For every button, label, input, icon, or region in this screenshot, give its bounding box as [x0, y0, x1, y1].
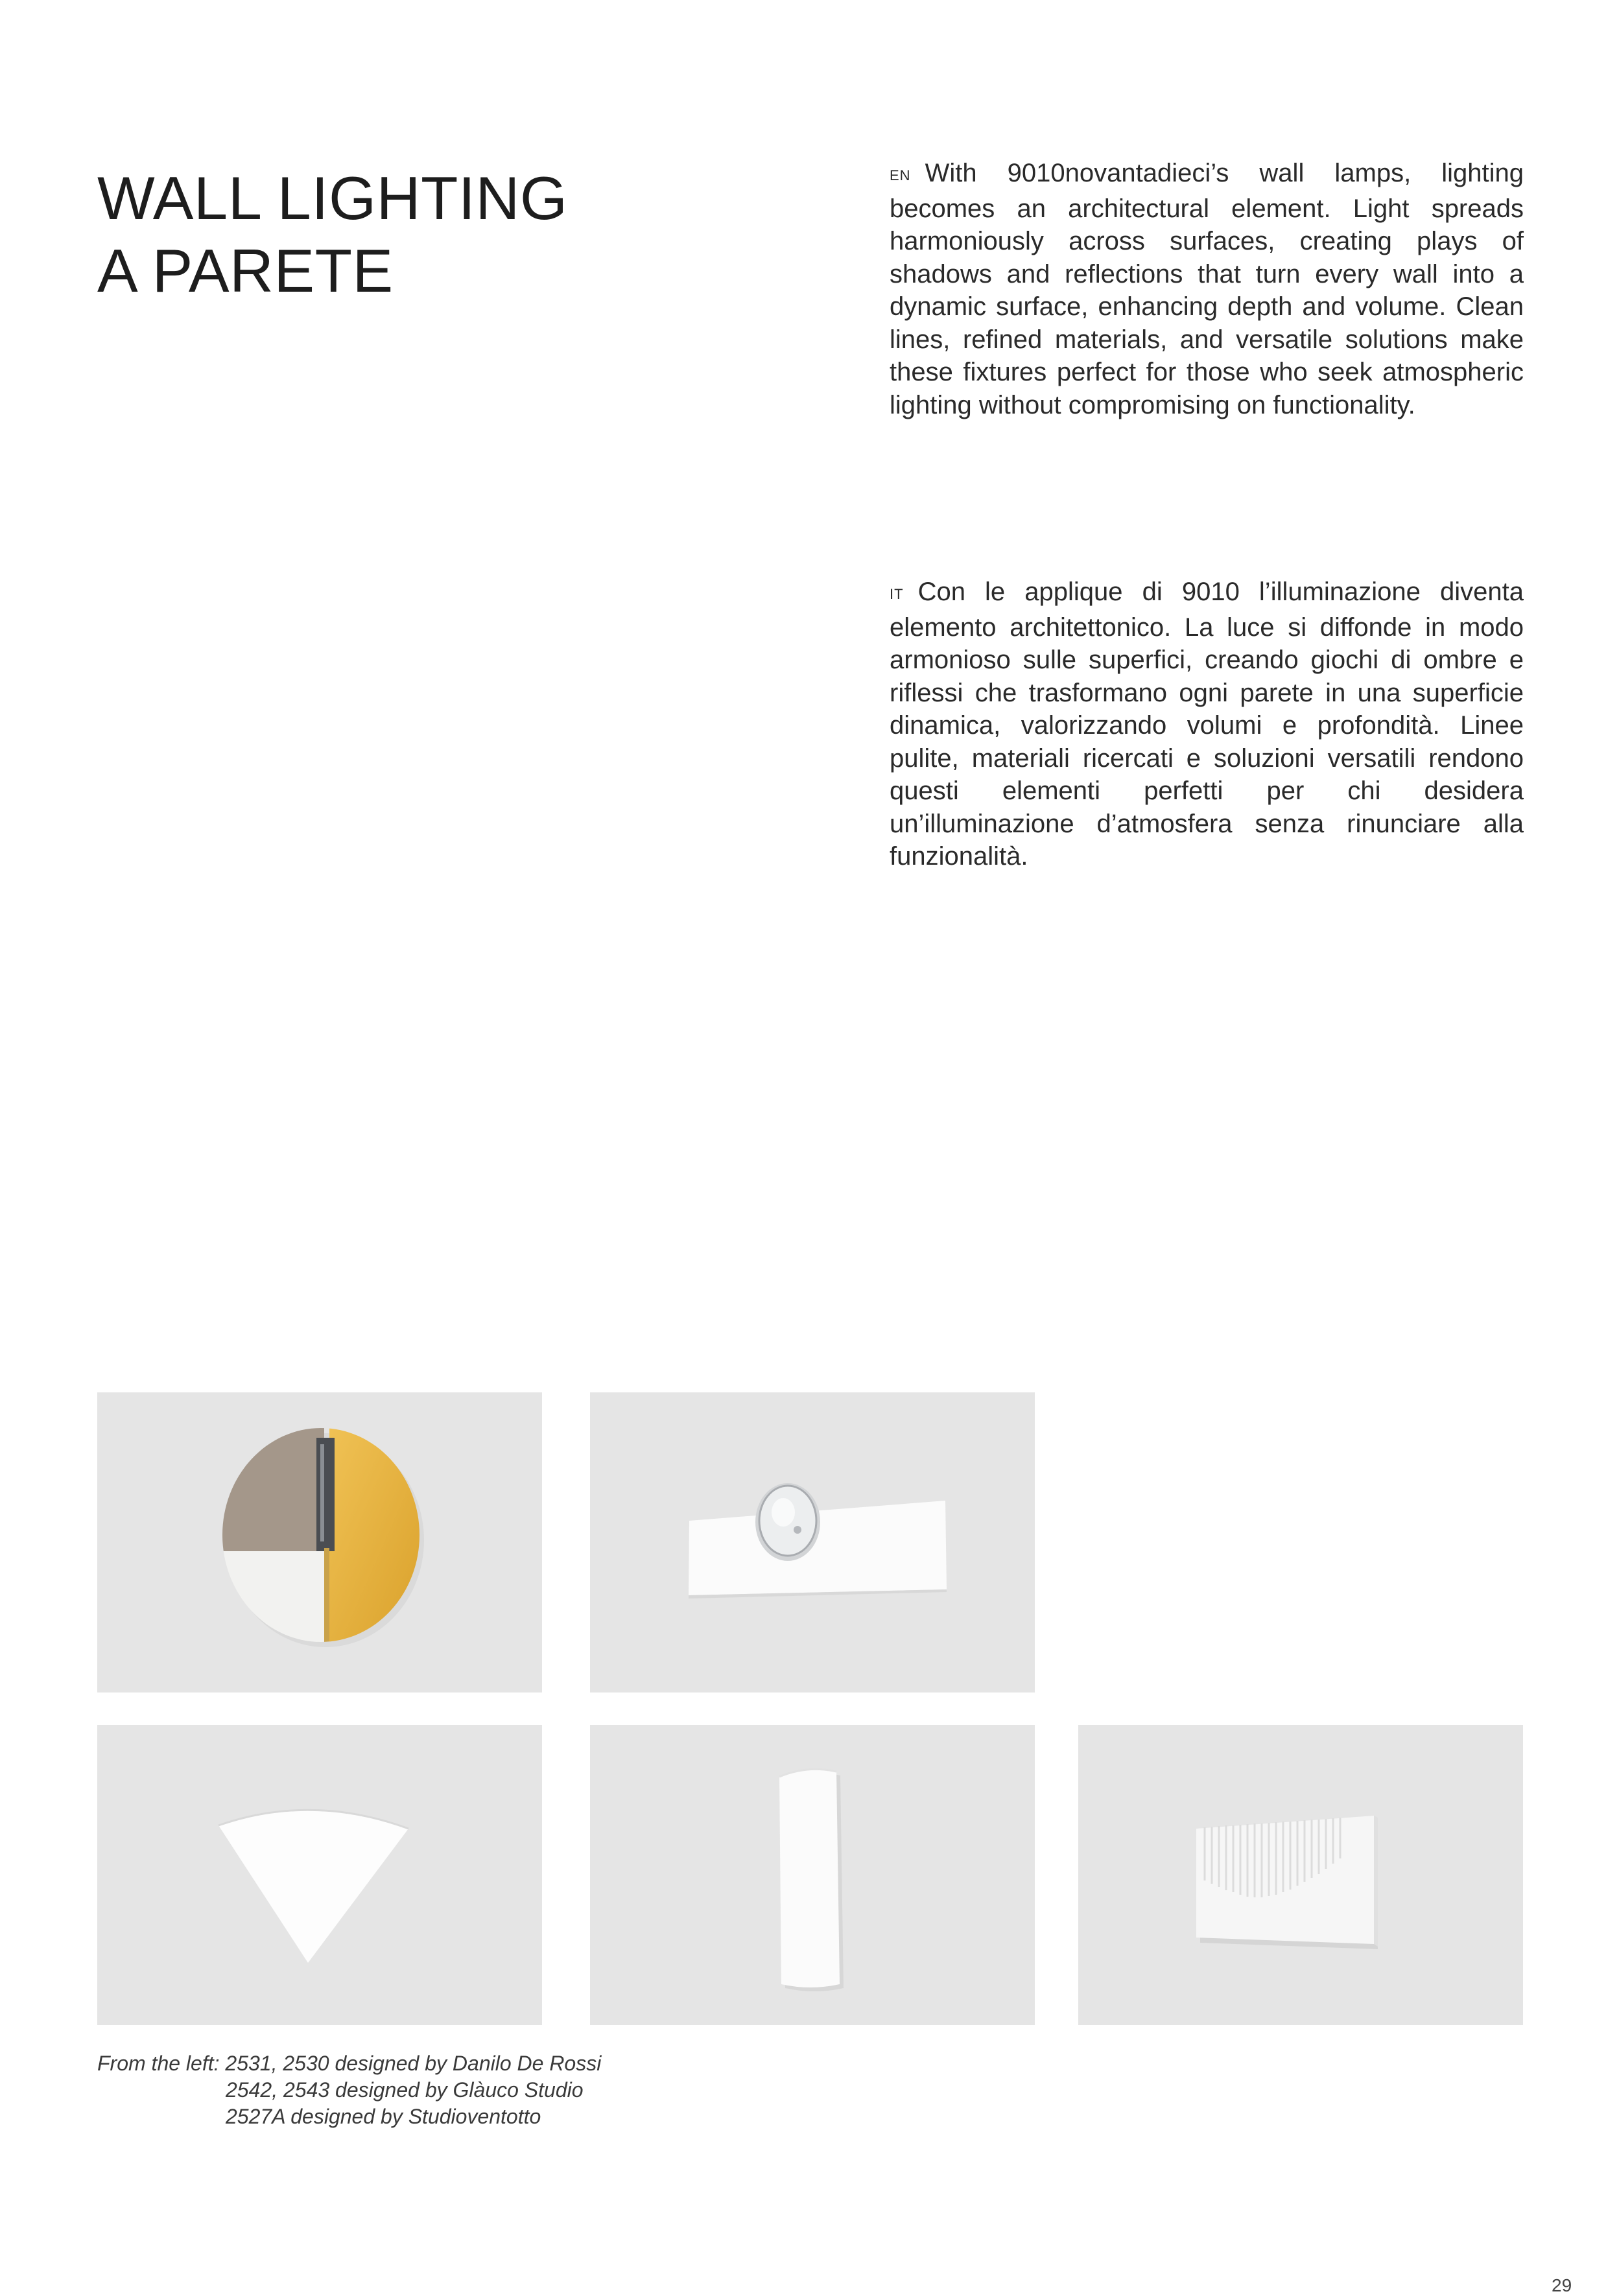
- photo-caption: [97, 2050, 601, 2130]
- intro-it-text: Con le applique di 9010 l’illuminazione diventa elemento architettonico. La luce si diffonde in modo armonioso sulle superfici, creando giochi di ombre e riflessi che trasformano ogni parete in una superficie dinamica, valorizzando volumi e profondità. Linee pulite, materiali ricercati e soluzioni versatili rendono questi elementi perfetti per chi desidera un’illuminazione d’atmosfera senza rinunciare alla funzionalità.: [890, 578, 1524, 871]
- lang-tag-it: IT: [890, 586, 904, 602]
- caption-line-1: From the left: 2531, 2530 designed by Danilo De Rossi: [97, 2052, 602, 2075]
- round-multimaterial-wall-lamp-icon: [97, 1392, 542, 1693]
- caption-line-3: 2527A designed by Studioventotto: [226, 2105, 541, 2128]
- intro-it: [890, 576, 1524, 873]
- cylinder-wall-lamp-icon: [590, 1725, 1035, 2025]
- page-title: [97, 162, 568, 307]
- caption-line-2: 2542, 2543 designed by Glàuco Studio: [226, 2078, 584, 2102]
- product-photo-2531: [97, 1392, 542, 1693]
- intro-en: [890, 157, 1524, 421]
- page-number: 29: [1552, 2275, 1572, 2295]
- cone-wall-lamp-icon: [97, 1725, 542, 2025]
- title-line-2: A PARETE: [97, 237, 394, 305]
- lang-tag-en: EN: [890, 167, 911, 183]
- product-photo-2527a: [1078, 1725, 1523, 2025]
- intro-en-text: With 9010novantadieci’s wall lamps, lighting becomes an architectural element. Light spreads harmoniously across surfaces, creating plays of shadows and reflections that turn every wall into a dynamic surface, enhancing depth and volume. Clean lines, refined materials, and versatile solutions make these fixtures perfect for those who seek atmospheric lighting without compromising on functionality.: [890, 159, 1524, 419]
- product-photo-2542: [97, 1725, 542, 2025]
- product-photo-2543: [590, 1725, 1035, 2025]
- fluted-panel-wall-lamp-icon: [1078, 1725, 1523, 2025]
- title-line-1: WALL LIGHTING: [97, 164, 568, 232]
- product-photo-2530: [590, 1392, 1035, 1693]
- glass-disc-plate-wall-lamp-icon: [590, 1392, 1035, 1693]
